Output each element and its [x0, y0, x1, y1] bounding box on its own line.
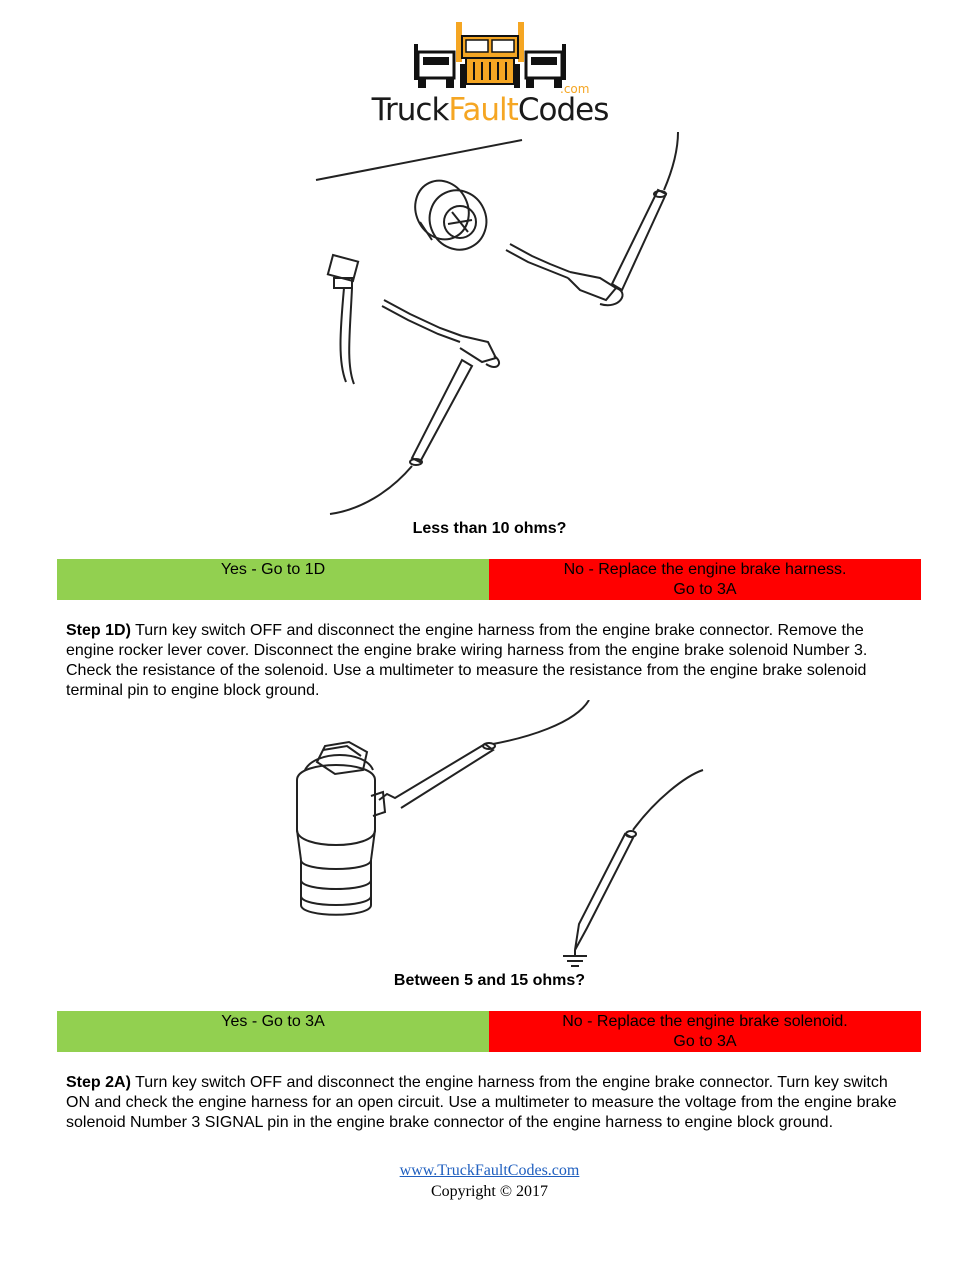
decision-table-1: [57, 559, 921, 600]
no-outcome-line-1: No - Replace the engine brake harness.: [563, 561, 847, 578]
yes-outcome-go-to-3a[interactable]: Yes - Go to 3A: [57, 1011, 489, 1052]
yes-outcome-go-to-1d[interactable]: Yes - Go to 1D: [57, 559, 489, 600]
step-2a-text: Turn key switch OFF and disconnect the engine harness from the engine brake connector. Turn key switch ON and check the engine harness for an open circuit. Use a multimeter to measure the voltage from the engine brake solenoid Number 3 SIGNAL pin in the engine brake connector of the engine harness to engine block ground.: [66, 1074, 897, 1131]
multimeter-solenoid-illustration-icon: [275, 700, 715, 970]
logo-dotcom: .com: [560, 82, 590, 96]
logo-word-truck: Truck: [371, 92, 449, 128]
footer-website-link[interactable]: www.TruckFaultCodes.com: [399, 1162, 580, 1179]
multimeter-probes-illustration-icon: [300, 132, 700, 520]
no-outcome-line-2: Go to 3A: [673, 1033, 737, 1050]
question-resistance-harness: Less than 10 ohms?: [412, 520, 567, 537]
no-outcome-replace-solenoid[interactable]: [489, 1011, 921, 1052]
step-1d-label: Step 1D): [66, 622, 131, 639]
logo-word-codes: Codes: [517, 92, 609, 128]
step-1d-paragraph: [66, 621, 916, 701]
no-outcome-line-1: No - Replace the engine brake solenoid.: [562, 1013, 848, 1030]
no-outcome-replace-harness[interactable]: [489, 559, 921, 600]
logo-wordmark: [370, 90, 610, 130]
site-logo: [370, 18, 610, 130]
no-outcome-line-2: Go to 3A: [673, 581, 737, 598]
step-1d-text: Turn key switch OFF and disconnect the engine harness from the engine brake connector. Remove the engine rocker lever cover. Disconnect the engine brake wiring harness from the engine brake solenoid Number 3. Check the resistance of the solenoid. Use a multimeter to measure the resistance from the engine brake solenoid terminal pin to engine block ground.: [66, 622, 868, 699]
truck-grille-icon: [370, 18, 610, 90]
figure-solenoid-resistance-test: [275, 700, 715, 970]
step-2a-label: Step 2A): [66, 1074, 131, 1091]
decision-table-2: [57, 1011, 921, 1052]
figure-harness-resistance-test: [300, 132, 700, 520]
logo-word-fault: Fault: [448, 92, 518, 128]
footer-copyright: Copyright © 2017: [430, 1183, 549, 1200]
step-2a-paragraph: [66, 1073, 916, 1133]
footer: [0, 1160, 979, 1202]
question-resistance-solenoid: Between 5 and 15 ohms?: [393, 972, 586, 989]
